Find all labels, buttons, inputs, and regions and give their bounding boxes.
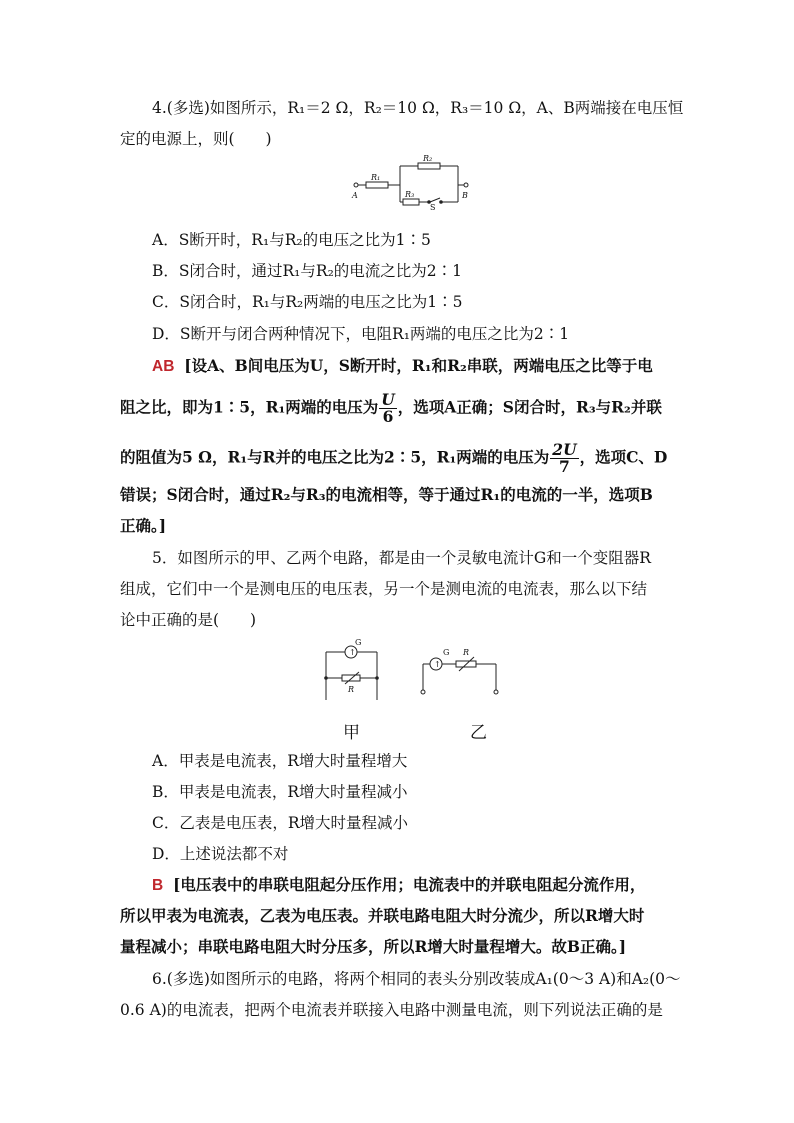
q5-circuit-yi	[413, 643, 503, 695]
q4-option-a: A．S断开时，R₁与R₂的电压之比为1∶5	[152, 231, 431, 249]
q5-option-c: C．乙表是电压表，R增大时量程减小	[152, 814, 409, 832]
q5-yi-g-label: G	[443, 648, 450, 657]
q4-answer: AB	[152, 358, 175, 375]
q5-answer: B	[152, 877, 164, 894]
q4-explanation-line5: 正确。]	[120, 516, 167, 535]
q5-explanation-line2: 所以甲表为电流表，乙表为电压表。并联电路电阻大时分流少，所以R增大时	[120, 906, 645, 925]
q6-stem-line1: 6.(多选)如图所示的电路，将两个相同的表头分别改装成A₁(0～3 A)和A₂(0～	[152, 970, 681, 988]
q6-stem-line2: 0.6 A)的电流表，把两个电流表并联接入电路中测量电流，则下列说法正确的是	[120, 1001, 663, 1019]
q5-option-a: A．甲表是电流表，R增大时量程增大	[152, 752, 408, 770]
q5-option-d: D．上述说法都不对	[152, 845, 289, 863]
q4-option-d: D．S断开与闭合两种情况下，电阻R₁两端的电压之比为2∶1	[152, 325, 570, 343]
q4-explanation-line3: 的阻值为5 Ω，R₁与R并的电压之比为2∶5，R₁两端的电压为 $\frac{2U}{7}$ ，选项C、D	[120, 440, 668, 476]
q4-r3-label: R₃	[405, 190, 415, 199]
q4-stem-line1: 4.(多选)如图所示，R₁＝2 Ω，R₂＝10 Ω，R₃＝10 Ω，A、B两端接在电压恒	[152, 99, 684, 117]
q4-explanation-line4: 错误；S闭合时，通过R₂与R₃的电流相等，等于通过R₁的电流的一半，选项B	[120, 485, 653, 504]
q4-r1-label: R₁	[371, 173, 381, 182]
q5-caption-yi: 乙	[470, 723, 487, 743]
svg-text:↑: ↑	[349, 648, 356, 657]
q5-stem-line1: 5．如图所示的甲、乙两个电路，都是由一个灵敏电流计G和一个变阻器R	[152, 549, 651, 567]
q5-jia-r-label: R	[348, 685, 355, 694]
q4-option-c: C．S闭合时，R₁与R₂两端的电压之比为1∶5	[152, 293, 463, 311]
q4-circuit-diagram	[348, 152, 478, 210]
q5-option-b: B．甲表是电流表，R增大时量程减小	[152, 783, 408, 801]
q4-switch-label: S	[430, 203, 436, 210]
q5-explanation-line3: 量程减小；串联电路电阻大时分压多，所以R增大时量程增大。故B正确。]	[120, 937, 627, 956]
q5-explanation-line1: B [电压表中的串联电阻起分压作用；电流表中的并联电阻起分流作用，	[152, 875, 646, 894]
q4-terminal-a: A	[352, 191, 358, 200]
q4-fraction-u6: $\frac{U}{6}$	[381, 390, 395, 426]
q4-explanation-line2: 阻之比，即为1∶5，R₁两端的电压为 $\frac{U}{6}$ ，选项A正确；S闭合时，R₃与R₂并联	[120, 390, 662, 426]
q5-caption-jia: 甲	[343, 723, 360, 743]
q4-r2-label: R₂	[423, 154, 433, 163]
q4-explanation-line1: AB [设A、B间电压为U，S断开时，R₁和R₂串联，两端电压之比等于电	[152, 356, 653, 375]
q4-terminal-b: B	[462, 191, 468, 200]
svg-text:↑: ↑	[434, 660, 441, 669]
q5-stem-line3: 论中正确的是( )	[120, 611, 257, 629]
q4-option-b: B．S闭合时，通过R₁与R₂的电流之比为2∶1	[152, 262, 463, 280]
q4-stem-line2: 定的电源上，则( )	[120, 130, 272, 148]
q5-jia-g-label: G	[355, 638, 362, 647]
q5-stem-line2: 组成，它们中一个是测电压的电压表，另一个是测电流的电流表，那么以下结	[120, 580, 648, 598]
q5-circuit-jia	[320, 638, 384, 702]
q5-yi-r-label: R	[463, 648, 470, 657]
q4-fraction-2u7: $\frac{2U}{7}$	[552, 440, 577, 476]
